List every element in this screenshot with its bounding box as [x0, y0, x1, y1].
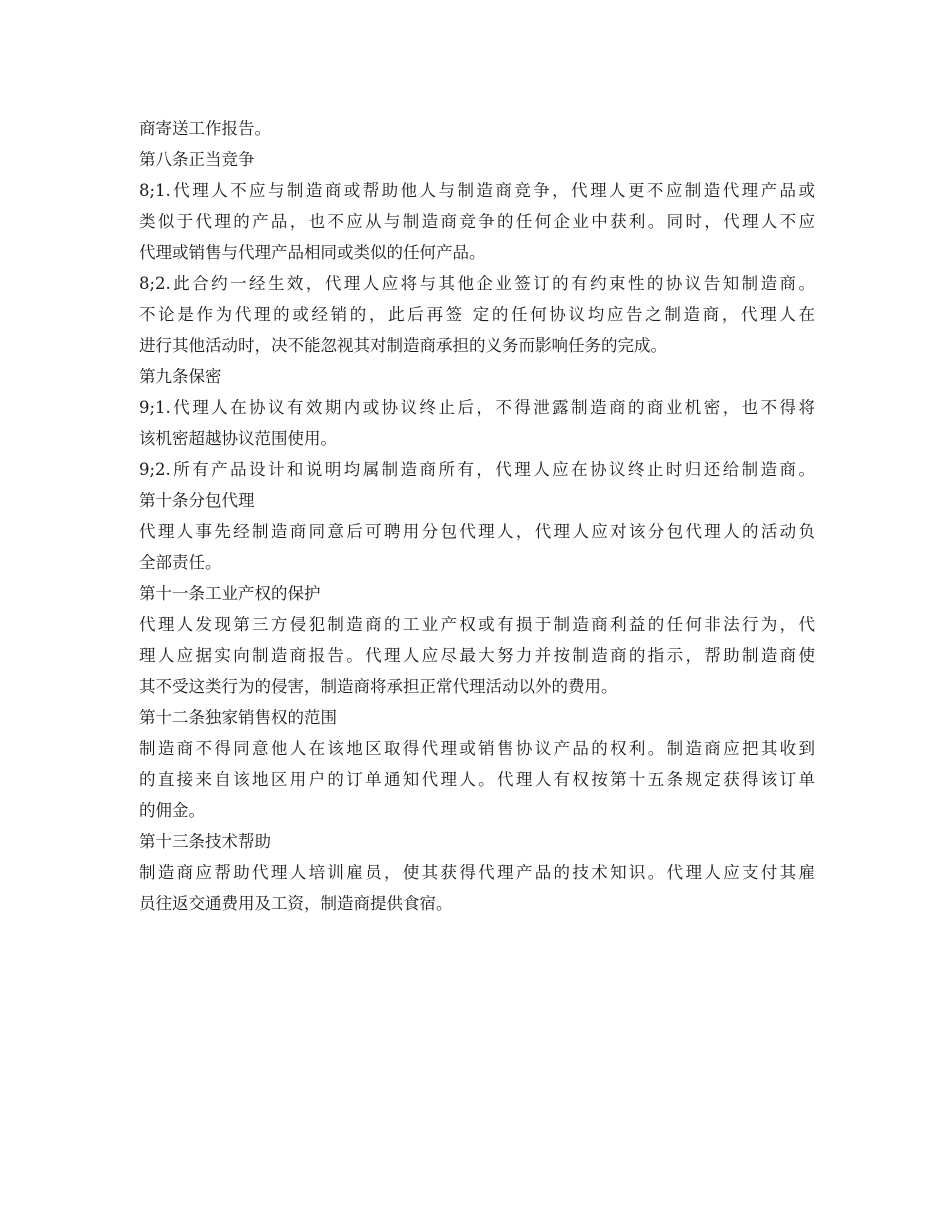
- text-line: 9;1.代理人在协议有效期内或协议终止后，不得泄露制造商的商业机密，也不得将: [139, 398, 815, 417]
- text-line: 第九条保密: [139, 367, 222, 386]
- text-line: 第十条分包代理: [139, 491, 255, 510]
- text-line: 制造商不得同意他人在该地区取得代理或销售协议产品的权利。制造商应把其收到: [139, 739, 815, 758]
- text-line: 员往返交通费用及工资，制造商提供食宿。: [139, 894, 453, 913]
- text-line: 第十一条工业产权的保护: [139, 584, 321, 603]
- text-line: 9;2.所有产品设计和说明均属制造商所有，代理人应在协议终止时归还给制造商。: [139, 460, 815, 479]
- text-line: 8;2.此合约一经生效，代理人应将与其他企业签订的有约束性的协议告知制造商。: [139, 274, 815, 293]
- document-body: [139, 113, 815, 919]
- text-line: 类似于代理的产品，也不应从与制造商竞争的任何企业中获利。同时，代理人不应: [139, 212, 815, 231]
- text-line: 全部责任。: [139, 553, 222, 572]
- text-line: 其不受这类行为的侵害，制造商将承担正常代理活动以外的费用。: [139, 677, 618, 696]
- text-line: 制造商应帮助代理人培训雇员，使其获得代理产品的技术知识。代理人应支付其雇: [139, 863, 815, 882]
- text-line: 该机密超越协议范围使用。: [139, 429, 337, 448]
- text-line: 代理人事先经制造商同意后可聘用分包代理人，代理人应对该分包代理人的活动负: [139, 522, 815, 541]
- text-line: 的直接来自该地区用户的订单通知代理人。代理人有权按第十五条规定获得该订单: [139, 770, 815, 789]
- text-line: 理人应据实向制造商报告。代理人应尽最大努力并按制造商的指示，帮助制造商使: [139, 646, 815, 665]
- text-line: 代理或销售与代理产品相同或类似的任何产品。: [139, 243, 486, 262]
- text-line: 第八条正当竞争: [139, 150, 255, 169]
- text-line: 商寄送工作报告。: [139, 119, 271, 138]
- text-line: 进行其他活动时，决不能忽视其对制造商承担的义务而影响任务的完成。: [139, 336, 667, 355]
- text-line: 第十三条技术帮助: [139, 832, 271, 851]
- text-line: 的佣金。: [139, 801, 205, 820]
- text-line: 不论是作为代理的或经销的，此后再签 定的任何协议均应告之制造商，代理人在: [139, 305, 815, 324]
- text-line: 代理人发现第三方侵犯制造商的工业产权或有损于制造商利益的任何非法行为，代: [139, 615, 815, 634]
- text-line: 第十二条独家销售权的范围: [139, 708, 337, 727]
- text-line: 8;1.代理人不应与制造商或帮助他人与制造商竞争，代理人更不应制造代理产品或: [139, 181, 815, 200]
